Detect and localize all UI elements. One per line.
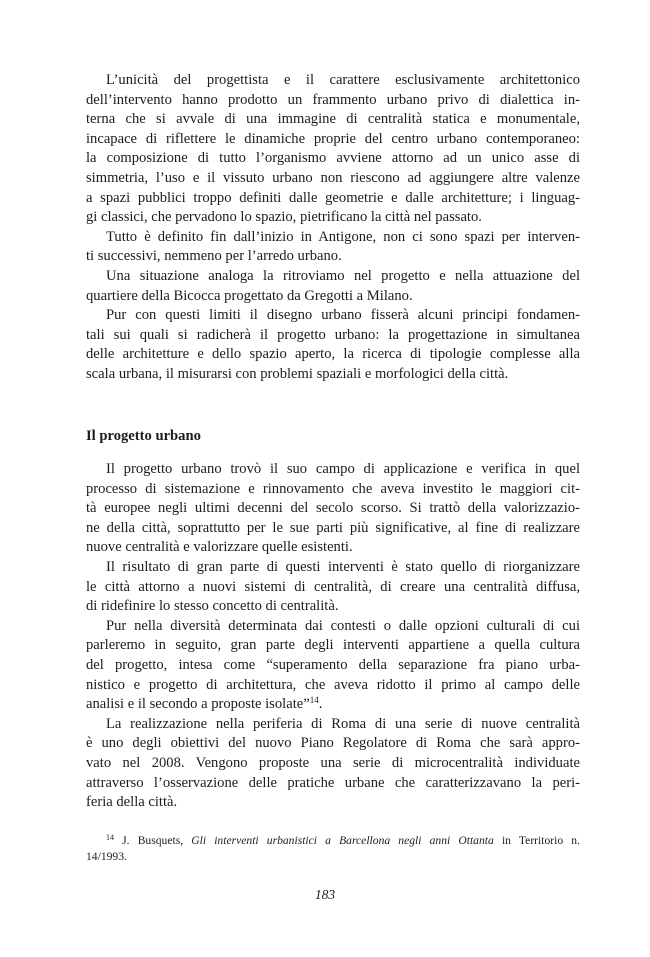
- paragraph: [86, 558, 580, 617]
- text-line: La realizzazione nella periferia di Roma di una serie di nuove centralità: [106, 715, 580, 732]
- text-line: processo di sistemazione e rinnovamento che aveva investito le maggiori cit-: [86, 480, 580, 497]
- text-line: nistico e progetto di architettura, che aveva ridotto il primo al campo delle: [86, 676, 580, 693]
- paragraph: [86, 715, 580, 813]
- text-line: delle architetture e dello spazio aperto, la ricerca di tipologie complesse alla: [86, 346, 580, 363]
- section-heading: Il progetto urbano: [86, 428, 201, 444]
- punctuation: .: [318, 696, 323, 713]
- intro-text: [86, 71, 580, 385]
- footnote-line: [86, 833, 580, 849]
- text-line: Il progetto urbano trovò il suo campo di applicazione e verifica in quel: [106, 461, 580, 477]
- text-line: Una situazione analoga la ritroviamo nel progetto e nella attuazione del: [106, 267, 580, 284]
- page-number: 183: [314, 887, 336, 902]
- text-line: simmetria, l’uso e il vissuto urbano non riescono ad aggiungere altre valenze: [86, 169, 580, 186]
- paragraph: [86, 71, 580, 228]
- text-line: è uno degli obiettivi del nuovo Piano Regolatore di Roma che sarà appro-: [86, 735, 580, 752]
- paragraph: [86, 306, 580, 384]
- text-line: di ridefinire lo stesso concetto di centralità.: [86, 598, 339, 615]
- footnote-author: J. Busquets,: [122, 834, 184, 847]
- footnote-line: 14/1993.: [86, 850, 127, 863]
- footnote-number: 14: [106, 833, 114, 842]
- text-line: la composizione di tutto l’organismo avviene attorno ad un unico asse di: [86, 150, 580, 167]
- text-line: incapace di riflettere le dinamiche proprie del centro urbano contemporaneo:: [86, 130, 580, 147]
- text-line-content: analisi e il secondo a proposte isolate”: [86, 696, 310, 713]
- text-line: Il risultato di gran parte di questi interventi è stato quello di riorganizzare: [106, 558, 580, 575]
- footnote-title: Gli interventi urbanistici a Barcellona negli anni Ottanta: [191, 834, 494, 847]
- footnote-reference[interactable]: 14: [309, 695, 319, 706]
- text-line: dell’intervento hanno prodotto un frammento urbano privo di dialettica in-: [86, 91, 580, 108]
- text-line: tali sui quali si radicherà il progetto urbano: la progettazione in simultanea: [86, 326, 580, 343]
- footnote-source: in Territorio n.: [501, 834, 580, 847]
- paragraph: [86, 460, 580, 558]
- text-line: tà europee negli ultimi decenni del secolo scorso. Si trattò della valorizzazio-: [86, 500, 580, 517]
- text-line: ti successivi, nemmeno per l’arredo urbano.: [86, 248, 342, 265]
- text-line: Pur con questi limiti il disegno urbano fisserà alcuni principi fondamen-: [106, 307, 580, 324]
- text-line: [86, 695, 580, 715]
- paragraph: [86, 228, 580, 267]
- text-line: Pur nella diversità determinata dai contesti o dalle opzioni culturali di cui: [106, 617, 580, 634]
- text-line: scala urbana, il misurarsi con problemi spaziali e morfologici della città.: [86, 365, 509, 382]
- text-line: Tutto è definito fin dall’inizio in Antigone, non ci sono spazi per interven-: [106, 228, 580, 245]
- text-line: a spazi pubblici troppo definiti dalle geometrie e dalle architetture; i linguag-: [86, 189, 580, 206]
- section-text: [86, 460, 580, 813]
- text-line: parleremo in seguito, gran parte degli interventi appartiene a quella cultura: [86, 637, 580, 654]
- text-line: attraverso l’osservazione delle pratiche urbane che caratterizzavano la peri-: [86, 774, 580, 791]
- text-line: terna che si avvale di una immagine di centralità statica e monumentale,: [86, 111, 580, 128]
- paragraph: [86, 617, 580, 715]
- text-line: feria della città.: [86, 794, 178, 811]
- text-line: le città attorno a nuovi sistemi di centralità, di creare una centralità diffusa,: [86, 578, 580, 595]
- footnote: [86, 833, 580, 865]
- text-line: del progetto, intesa come “superamento della separazione fra piano urba-: [86, 656, 580, 673]
- text-line: ne della città, soprattutto per le sue parti più significative, al fine di realizzare: [86, 519, 580, 536]
- text-line: quartiere della Bicocca progettato da Gregotti a Milano.: [86, 287, 413, 304]
- text-line: L’unicità del progettista e il carattere esclusivamente architettonico: [106, 72, 580, 88]
- text-line: nuove centralità e valorizzare quelle esistenti.: [86, 539, 353, 556]
- paragraph: [86, 267, 580, 306]
- text-line: gi classici, che pervadono lo spazio, pietrificano la città nel passato.: [86, 209, 482, 226]
- text-line: vato nel 2008. Vengono proposte una serie di microcentralità individuate: [86, 754, 580, 771]
